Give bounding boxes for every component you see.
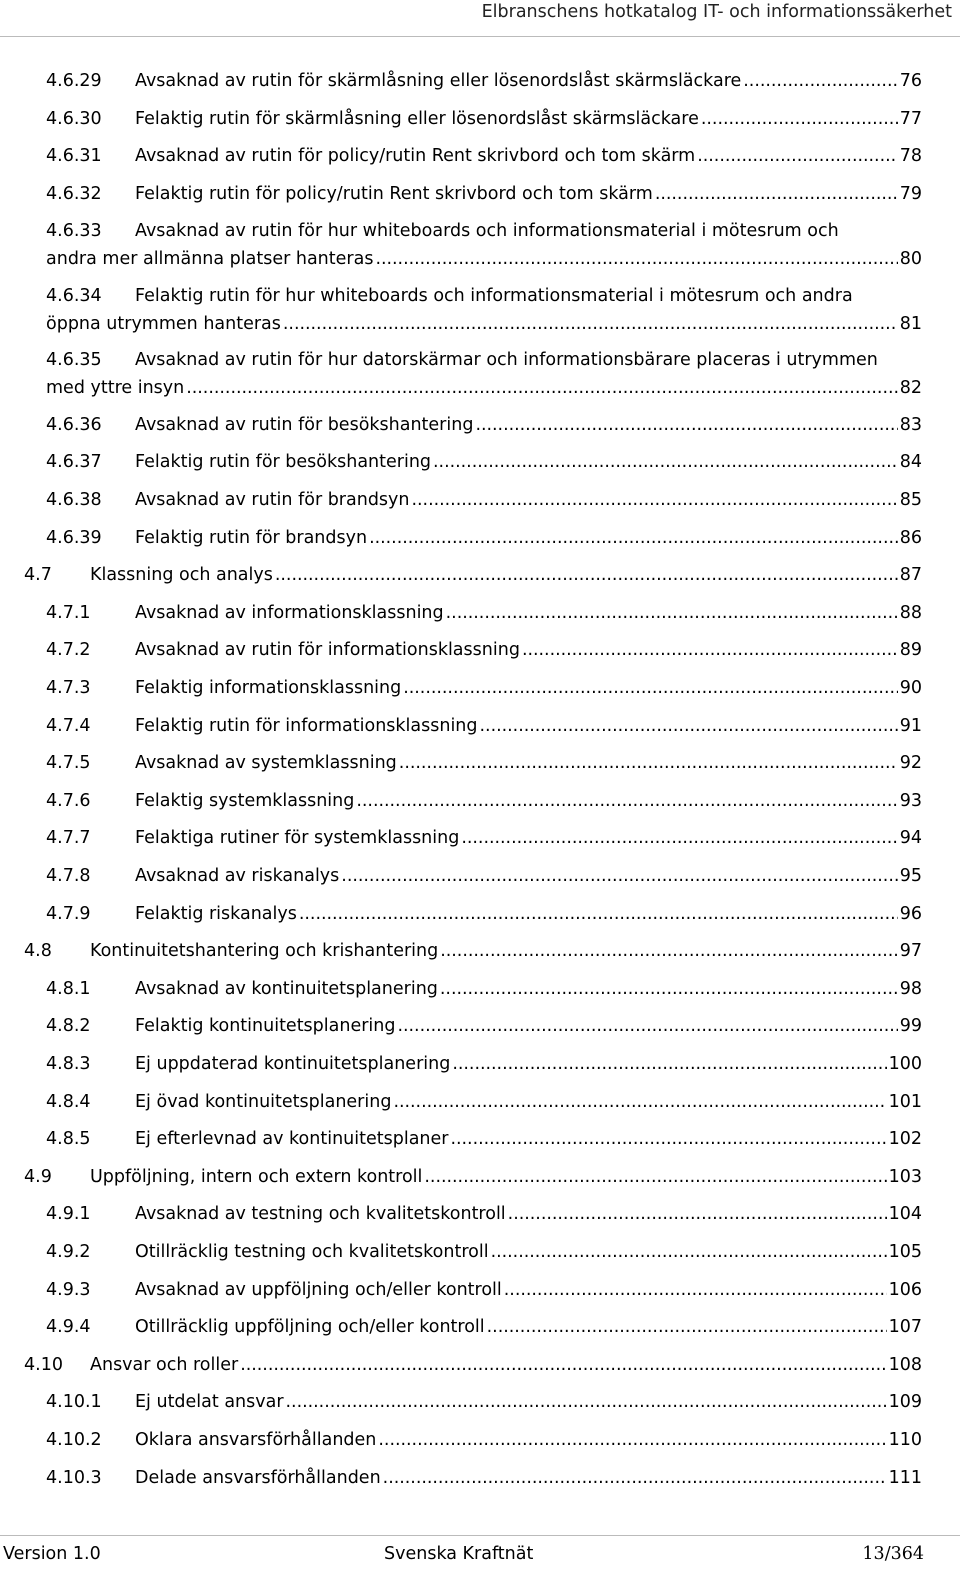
toc-entry-number: 4.9 [24, 1166, 52, 1187]
toc-entry-page: 94 [899, 828, 922, 849]
toc-entry-title: Kontinuitetshantering och krishantering [90, 941, 439, 962]
toc-entry-page: 108 [888, 1354, 922, 1375]
toc-entry-number: 4.6.34 [46, 285, 102, 306]
toc-entry[interactable] [0, 524, 960, 562]
toc-entry[interactable] [0, 67, 960, 105]
toc-entry[interactable] [0, 180, 960, 218]
toc-entry-title: Felaktig rutin för besökshantering [135, 452, 432, 473]
toc-entry-number: 4.10.2 [46, 1429, 102, 1450]
toc-entry[interactable] [0, 937, 960, 975]
dot-leader [491, 1238, 887, 1267]
toc-entry-page: 106 [888, 1279, 922, 1300]
toc-entry-page: 89 [899, 640, 922, 661]
toc-entry-page: 93 [899, 790, 922, 811]
toc-entry[interactable] [0, 1313, 960, 1351]
toc-entry-number: 4.8.5 [46, 1129, 91, 1150]
toc-entry-number: 4.6.29 [46, 71, 102, 91]
footer-version: Version 1.0 [3, 1544, 101, 1564]
toc-entry-page: 92 [899, 753, 922, 774]
toc-entry-title: Ansvar och roller [90, 1354, 239, 1375]
toc-entry-number: 4.10 [24, 1354, 63, 1375]
dot-leader [697, 142, 897, 171]
dot-leader [341, 862, 897, 891]
running-header: Elbranschens hotkatalog IT- och informationssäkerhet [481, 2, 952, 22]
toc-entry-number: 4.6.35 [46, 350, 102, 371]
footer-page-indicator: 13/364 [862, 1544, 924, 1564]
toc-entry-page: 96 [899, 903, 922, 924]
toc-entry-page: 111 [888, 1467, 922, 1488]
toc-entry-title: Uppföljning, intern och extern kontroll [90, 1166, 423, 1187]
toc-entry-title: Felaktig rutin för brandsyn [135, 527, 368, 548]
toc-entry-page: 98 [899, 978, 922, 999]
toc-entry-number: 4.7.4 [46, 715, 91, 736]
toc-entry-page: 90 [899, 678, 922, 699]
toc-entry-title: Avsaknad av rutin för hur whiteboards och informationsmaterial i mötesrum och [135, 221, 839, 242]
toc-entry[interactable] [0, 346, 960, 411]
toc-entry-number: 4.8.1 [46, 978, 91, 999]
toc-entry[interactable] [0, 1351, 960, 1389]
toc-entry-page: 87 [899, 565, 922, 586]
toc-entry-number: 4.6.32 [46, 183, 102, 204]
toc-entry-title: Avsaknad av rutin för skärmlåsning eller lösenordslåst skärmsläckare [135, 71, 742, 91]
toc-entry-title: Felaktig systemklassning [135, 790, 355, 811]
toc-entry-page: 99 [899, 1016, 922, 1037]
toc-entry[interactable] [0, 599, 960, 637]
toc-entry-page: 100 [888, 1053, 922, 1074]
dot-leader [286, 1388, 887, 1417]
dot-leader [383, 1464, 887, 1493]
dot-leader [299, 900, 898, 929]
toc-entry-title: Felaktig rutin för informationsklassning [135, 715, 478, 736]
toc-entry-number: 4.6.30 [46, 108, 102, 129]
toc-entry-title: Avsaknad av uppföljning och/eller kontroll [135, 1279, 502, 1300]
dot-leader [393, 1088, 886, 1117]
dot-leader [356, 787, 897, 816]
toc-entry-page: 81 [899, 313, 922, 334]
dot-leader [433, 448, 898, 477]
toc-entry-number: 4.7.6 [46, 790, 91, 811]
footer-rule [0, 1535, 960, 1536]
toc-entry-title: Oklara ansvarsförhållanden [135, 1429, 377, 1450]
page-footer [0, 1540, 960, 1570]
toc-entry-title: Felaktig kontinuitetsplanering [135, 1016, 396, 1037]
dot-leader [378, 1426, 886, 1455]
toc-entry-page: 107 [888, 1317, 922, 1338]
toc-entry[interactable] [0, 1238, 960, 1276]
toc-entry-number: 4.6.31 [46, 146, 102, 167]
toc-entry-title: Ej efterlevnad av kontinuitetsplaner [135, 1129, 449, 1150]
toc-entry[interactable] [0, 1163, 960, 1201]
toc-entry-number: 4.7.1 [46, 602, 91, 623]
toc-entry-title-continued: andra mer allmänna platser hanteras [46, 249, 374, 270]
toc-entry-page: 102 [888, 1129, 922, 1150]
dot-leader [403, 674, 898, 703]
toc-entry-title: Ej utdelat ansvar [135, 1392, 284, 1413]
toc-entry[interactable] [0, 282, 960, 347]
dot-leader [508, 1200, 887, 1229]
toc-entry-number: 4.7.8 [46, 866, 91, 886]
toc-entry-page: 95 [899, 866, 922, 886]
toc-entry-page: 77 [899, 108, 922, 129]
toc-entry-page: 109 [888, 1392, 922, 1413]
toc-entry-title: Felaktig rutin för hur whiteboards och informationsmaterial i mötesrum och andra [135, 285, 853, 306]
toc-entry[interactable] [0, 674, 960, 712]
toc-entry-page: 76 [899, 71, 922, 91]
dot-leader [743, 67, 897, 96]
toc-entry[interactable] [0, 105, 960, 143]
toc-entry[interactable] [0, 1464, 960, 1502]
toc-entry[interactable] [0, 712, 960, 750]
toc-entry[interactable] [0, 1426, 960, 1464]
toc-entry-number: 4.7.7 [46, 828, 91, 849]
toc-entry-title: Ej uppdaterad kontinuitetsplanering [135, 1053, 451, 1074]
dot-leader [399, 749, 898, 778]
toc-entry-number: 4.10.1 [46, 1392, 102, 1413]
toc-entry-page: 103 [888, 1166, 922, 1187]
dot-leader [275, 561, 898, 590]
toc-entry-page: 104 [888, 1204, 922, 1225]
toc-entry-number: 4.8.2 [46, 1016, 91, 1037]
dot-leader [283, 310, 898, 339]
toc-entry-title: Ej övad kontinuitetsplanering [135, 1091, 392, 1112]
toc-entry-page: 86 [899, 527, 922, 548]
toc-entry-page: 110 [888, 1429, 922, 1450]
toc-entry-number: 4.10.3 [46, 1467, 102, 1488]
toc-entry-number: 4.6.36 [46, 414, 102, 435]
dot-leader [450, 1125, 886, 1154]
toc-entry[interactable] [0, 900, 960, 938]
toc-entry-number: 4.7.9 [46, 903, 91, 924]
toc-entry-title: Otillräcklig uppföljning och/eller kontroll [135, 1317, 485, 1338]
toc-entry-title: Avsaknad av rutin för hur datorskärmar och informationsbärare placeras i utrymmen [135, 350, 878, 371]
toc-entry-title-continued: öppna utrymmen hanteras [46, 313, 281, 334]
toc-entry-page: 85 [899, 490, 922, 511]
toc-entry-number: 4.6.38 [46, 490, 102, 511]
toc-entry[interactable] [0, 749, 960, 787]
toc-entry-number: 4.9.2 [46, 1241, 91, 1262]
toc-entry-page: 80 [899, 249, 922, 270]
toc-entry-title: Avsaknad av rutin för brandsyn [135, 490, 410, 511]
toc-entry-title: Felaktiga rutiner för systemklassning [135, 828, 460, 849]
dot-leader [412, 486, 898, 515]
dot-leader [655, 180, 898, 209]
toc-entry[interactable] [0, 1012, 960, 1050]
dot-leader [452, 1050, 886, 1079]
toc-entry[interactable] [0, 862, 960, 900]
toc-entry[interactable] [0, 411, 960, 449]
toc-entry[interactable] [0, 561, 960, 599]
toc-entry-title: Avsaknad av rutin för informationsklassning [135, 640, 520, 661]
toc-entry-title: Felaktig rutin för skärmlåsning eller lösenordslåst skärmsläckare [135, 108, 699, 129]
toc-entry[interactable] [0, 636, 960, 674]
toc-entry-page: 84 [899, 452, 922, 473]
toc-entry[interactable] [0, 217, 960, 282]
toc-entry-page: 82 [899, 378, 922, 399]
toc-entry-title: Felaktig rutin för policy/rutin Rent skrivbord och tom skärm [135, 183, 653, 204]
toc-entry-page: 105 [888, 1241, 922, 1262]
toc-entry-number: 4.6.33 [46, 221, 102, 242]
toc-entry-page: 101 [888, 1091, 922, 1112]
toc-entry[interactable] [0, 1200, 960, 1238]
dot-leader [240, 1351, 886, 1380]
toc-entry-title: Avsaknad av systemklassning [135, 753, 397, 774]
toc-entry[interactable] [0, 787, 960, 825]
toc-entry-page: 78 [899, 146, 922, 167]
toc-entry-page: 97 [899, 941, 922, 962]
dot-leader [424, 1163, 886, 1192]
toc-entry-number: 4.6.39 [46, 527, 102, 548]
toc-entry-page: 91 [899, 715, 922, 736]
toc-entry-title: Avsaknad av rutin för policy/rutin Rent skrivbord och tom skärm [135, 146, 696, 167]
toc-entry-page: 79 [899, 183, 922, 204]
header-rule [0, 36, 960, 37]
toc-entry-title: Klassning och analys [90, 565, 273, 586]
toc-entry[interactable] [0, 824, 960, 862]
dot-leader [369, 524, 898, 553]
toc-entry-number: 4.8.4 [46, 1091, 91, 1112]
toc-entry-title: Avsaknad av kontinuitetsplanering [135, 978, 438, 999]
dot-leader [397, 1012, 897, 1041]
toc-entry-title: Avsaknad av rutin för besökshantering [135, 414, 474, 435]
toc-entry-number: 4.7 [24, 565, 52, 586]
toc-entry-title: Avsaknad av testning och kvalitetskontroll [135, 1204, 506, 1225]
toc-entry-title: Avsaknad av riskanalys [135, 866, 340, 886]
toc-entry-number: 4.7.2 [46, 640, 91, 661]
toc-entry-number: 4.7.3 [46, 678, 91, 699]
toc-entry-title: Otillräcklig testning och kvalitetskontroll [135, 1241, 489, 1262]
toc-entry-page: 88 [899, 602, 922, 623]
toc-entry[interactable] [0, 975, 960, 1013]
toc-entry[interactable] [0, 1125, 960, 1163]
toc-entry-number: 4.6.37 [46, 452, 102, 473]
toc-entry[interactable] [0, 448, 960, 486]
toc-entry-number: 4.8.3 [46, 1053, 91, 1074]
dot-leader [522, 636, 898, 665]
dot-leader [701, 105, 898, 134]
dot-leader [475, 411, 897, 440]
toc-entry-title-continued: med yttre insyn [46, 378, 185, 399]
toc-entry[interactable] [0, 486, 960, 524]
toc-entry-number: 4.9.1 [46, 1204, 91, 1225]
footer-organization: Svenska Kraftnät [384, 1544, 534, 1564]
dot-leader [487, 1313, 887, 1342]
dot-leader [186, 374, 897, 403]
dot-leader [480, 712, 898, 741]
toc-entry-number: 4.7.5 [46, 753, 91, 774]
dot-leader [446, 599, 898, 628]
dot-leader [440, 937, 898, 966]
toc-entry-title: Avsaknad av informationsklassning [135, 602, 444, 623]
toc-entry-number: 4.9.4 [46, 1317, 91, 1338]
toc-entry-title: Delade ansvarsförhållanden [135, 1467, 381, 1488]
toc-entry-number: 4.9.3 [46, 1279, 91, 1300]
dot-leader [375, 245, 897, 274]
toc-entry-title: Felaktig riskanalys [135, 903, 297, 924]
toc-entry[interactable] [0, 142, 960, 180]
toc-entry-number: 4.8 [24, 941, 52, 962]
table-of-contents [0, 67, 960, 1501]
dot-leader [440, 975, 898, 1004]
dot-leader [504, 1276, 887, 1305]
toc-entry[interactable] [0, 1088, 960, 1126]
toc-entry-page: 83 [899, 414, 922, 435]
toc-entry[interactable] [0, 1388, 960, 1426]
toc-entry-title: Felaktig informationsklassning [135, 678, 402, 699]
dot-leader [461, 824, 897, 853]
toc-entry[interactable] [0, 1050, 960, 1088]
toc-entry[interactable] [0, 1276, 960, 1314]
